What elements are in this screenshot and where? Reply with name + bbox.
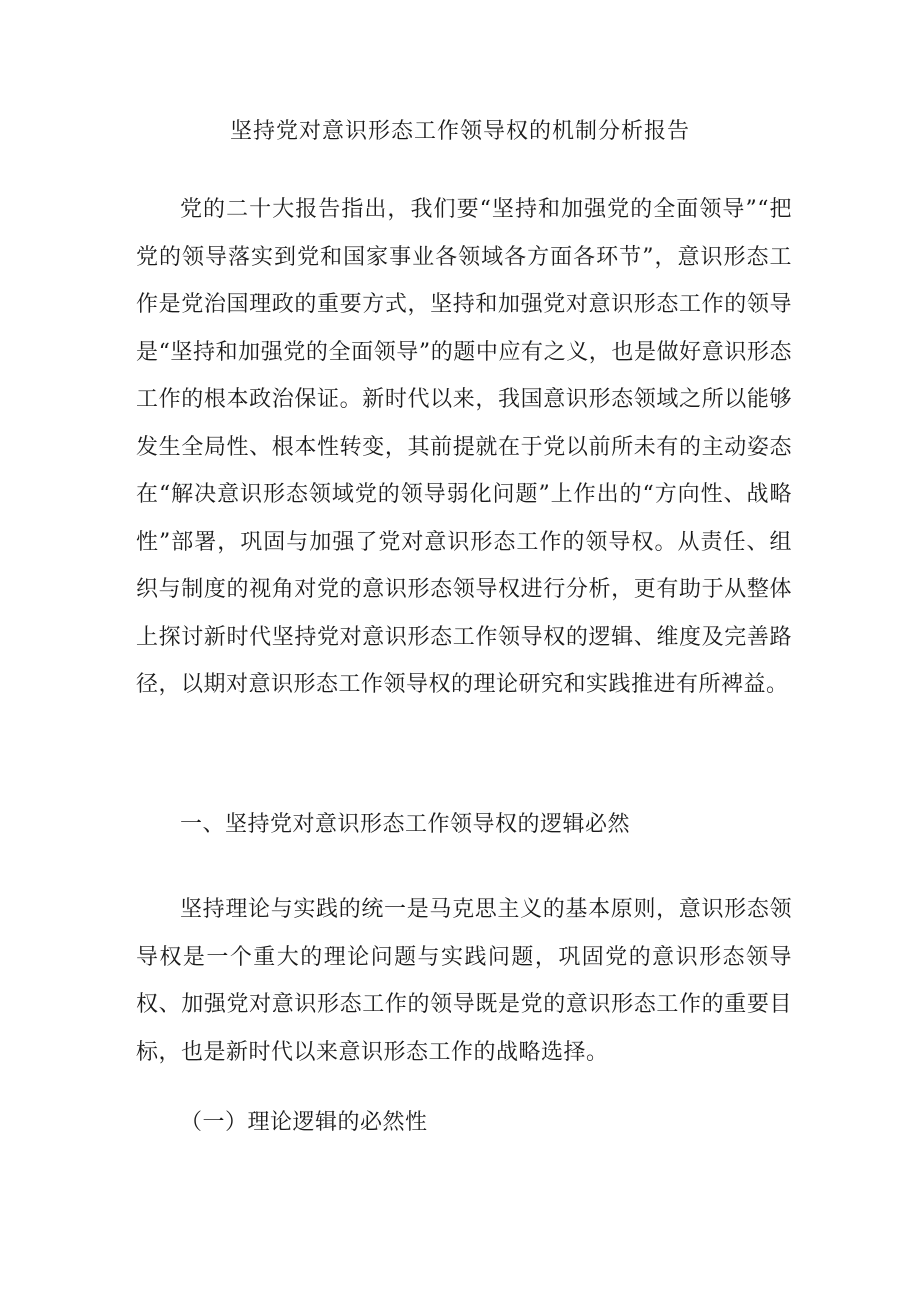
document-title: 坚持党对意识形态工作领导权的机制分析报告: [229, 119, 690, 144]
subsection-heading: （一）理论逻辑的必然性: [180, 1110, 428, 1135]
intro-paragraph: 党的二十大报告指出，我们要“坚持和加强党的全面领导”“把党的领导落实到党和国家事业各领域各方面各环节”，意识形态工作是党治国理政的重要方式，坚持和加强党对意识形态工作的领导是“坚持和加强党的全面领导”的题中应有之义，也是做好意识形态工作的根本政治保证。新时代以来，我国意识形态领域之所以能够发生全局性、根本性转变，其前提就在于党以前所未有的主动姿态在“解决意识形态领域党的领导弱化问题”上作出的“方向性、战略性”部署，巩固与加强了党对意识形态工作的领导权。从责任、组织与制度的视角对党的意识形态领导权进行分析，更有助于从整体上探讨新时代坚持党对意识形态工作领导权的逻辑、维度及完善路径，以期对意识形态工作领导权的理论研究和实践推进有所裨益。: [136, 197, 792, 697]
section-heading: 一、坚持党对意识形态工作领导权的逻辑必然: [180, 812, 631, 837]
section-paragraph: 坚持理论与实践的统一是马克思主义的基本原则，意识形态领导权是一个重大的理论问题与实践问题，巩固党的意识形态领导权、加强党对意识形态工作的领导既是党的意识形态工作的重要目标，也是新时代以来意识形态工作的战略选择。: [136, 897, 792, 1065]
